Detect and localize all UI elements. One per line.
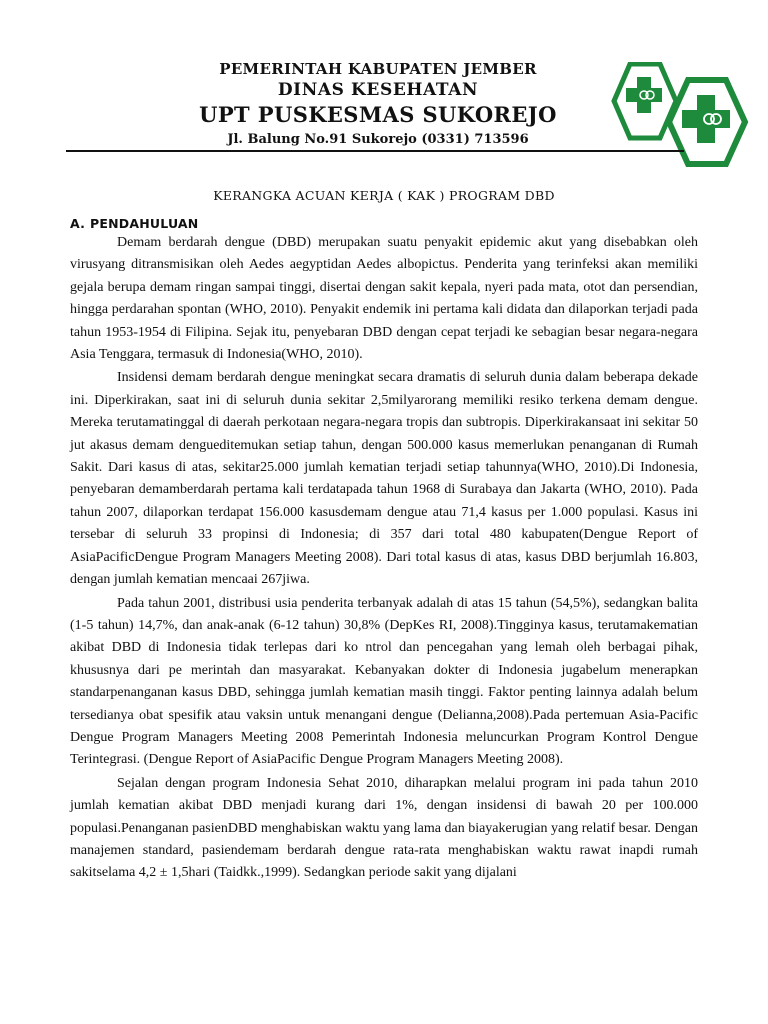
government-name: PEMERINTAH KABUPATEN JEMBER (219, 60, 537, 78)
institution-name: UPT PUSKESMAS SUKOREJO (199, 102, 557, 127)
section-heading (70, 216, 198, 231)
paragraph-2: Insidensi demam berdarah dengue meningkat secara dramatis di seluruh dunia dalam beberapa dekade ini. Diperkirakan, saat ini di seluruh dunia sekitar 2,5milyarorang memiliki resiko terkena demam dengue. Mereka terutamatinggal di daerah perkotaan negara-negara tropis dan subtropis. Diperkirakansaat ini sekitar 50 jut akasus demam dengueditemukan setiap tahun, dengan 500.000 kasus memerlukan penanganan di Rumah Sakit. Dari kasus di atas, sekitar25.000 jumlah kematian terjadi setiap tahunnya(WHO, 2010).Di Indonesia, penyebaran demamberdarah pertama kali terdatapada tahun 1968 di Surabaya dan Jakarta (WHO, 2010). Pada tahun 2007, dilaporkan terdapat 156.000 kasusdemam dengue atau 71,4 kasus per 1.000 populasi. Kasus ini tersebar di seluruh 33 propinsi di Indonesia; di 357 dari total 480 kabupaten(Dengue Report of AsiaPacificDengue Program Managers Meeting 2008). Dari total kasus di atas, kasus DBD berjumlah 16.803, dengan jumlah kematian mencaai 267jiwa. (70, 370, 698, 588)
institution-address: Jl. Balung No.91 Sukorejo (0331) 713596 (227, 132, 529, 147)
paragraph-3: Pada tahun 2001, distribusi usia penderita terbanyak adalah di atas 15 tahun (54,5%), sedangkan balita (1-5 tahun) 14,7%, dan anak-anak (6-12 tahun) 30,8% (DepKes RI, 2008).Tingginya kasus, terutamakematian akibat DBD di Indonesia tidak terlepas dari ko ntrol dan pencegahan yang lemah oleh berbagai pihak, khususnya dari pe merintah dan masyarakat. Kebanyakan dokter di Indonesia jugabelum menerapkan standarpenanganan kasus DBD, sehingga jumlah kematian masih tinggi. Faktor penting lainnya adalah belum tersedianya obat spesifik atau vaksin untuk menangani dengue (Delianna,2008).Pada pertemuan Asia-Pacific Dengue Program Managers Meeting 2008 Pemerintah Indonesia meluncurkan Program Kontrol Dengue Terintegrasi. (Dengue Report of AsiaPacific Dengue Program Managers Meeting 2008). (70, 595, 698, 768)
letterhead-text (168, 60, 588, 150)
department-name: DINAS KESEHATAN (277, 80, 479, 100)
section-number: A. (70, 216, 86, 231)
puskesmas-logo (598, 62, 768, 168)
letterhead (0, 0, 768, 160)
document-title: KERANGKA ACUAN KERJA ( KAK ) PROGRAM DBD (213, 188, 555, 203)
puskesmas-logo-back (614, 64, 676, 138)
paragraph-4: Sejalan dengan program Indonesia Sehat 2010, diharapkan melalui program ini pada tahun 2010 jumlah kematian akibat DBD menjadi kurang dari 1%, dengan insidensi di bawah 20 per 100.000 populasi.Penanganan pasienDBD menghabiskan waktu yang lama dan biayakerugian yang relatif besar. Dengan manajemen standard, pasiendemam berdarah dengue rata-rata menghabiskan waktu rawat inapdi rumah sakitselama 4,2 ± 1,5hari (Taidkk.,1999). Sedangkan periode sakit yang dijalani (70, 775, 698, 881)
section-title: PENDAHULUAN (90, 216, 199, 231)
document-body (70, 232, 698, 886)
letterhead-divider (66, 150, 684, 152)
paragraph-1: Demam berdarah dengue (DBD) merupakan suatu penyakit epidemic akut yang disebabkan oleh virusyang ditransmisikan oleh Aedes aegyptidan Aedes albopictus. Penderita yang terinfeksi akan memiliki gejala berupa demam ringan sampai tinggi, disertai dengan sakit kepala, nyeri pada mata, otot dan persendian, hingga perdarahan spontan (WHO, 2010). Penyakit endemik ini pertama kali didata dan dilaporkan terjadi pada tahun 1953-1954 di Filipina. Sejak itu, penyebaran DBD dengan cepat terjadi ke sebagian besar negara-negara Asia Tenggara, termasuk di Indonesia(WHO, 2010). (70, 235, 698, 363)
